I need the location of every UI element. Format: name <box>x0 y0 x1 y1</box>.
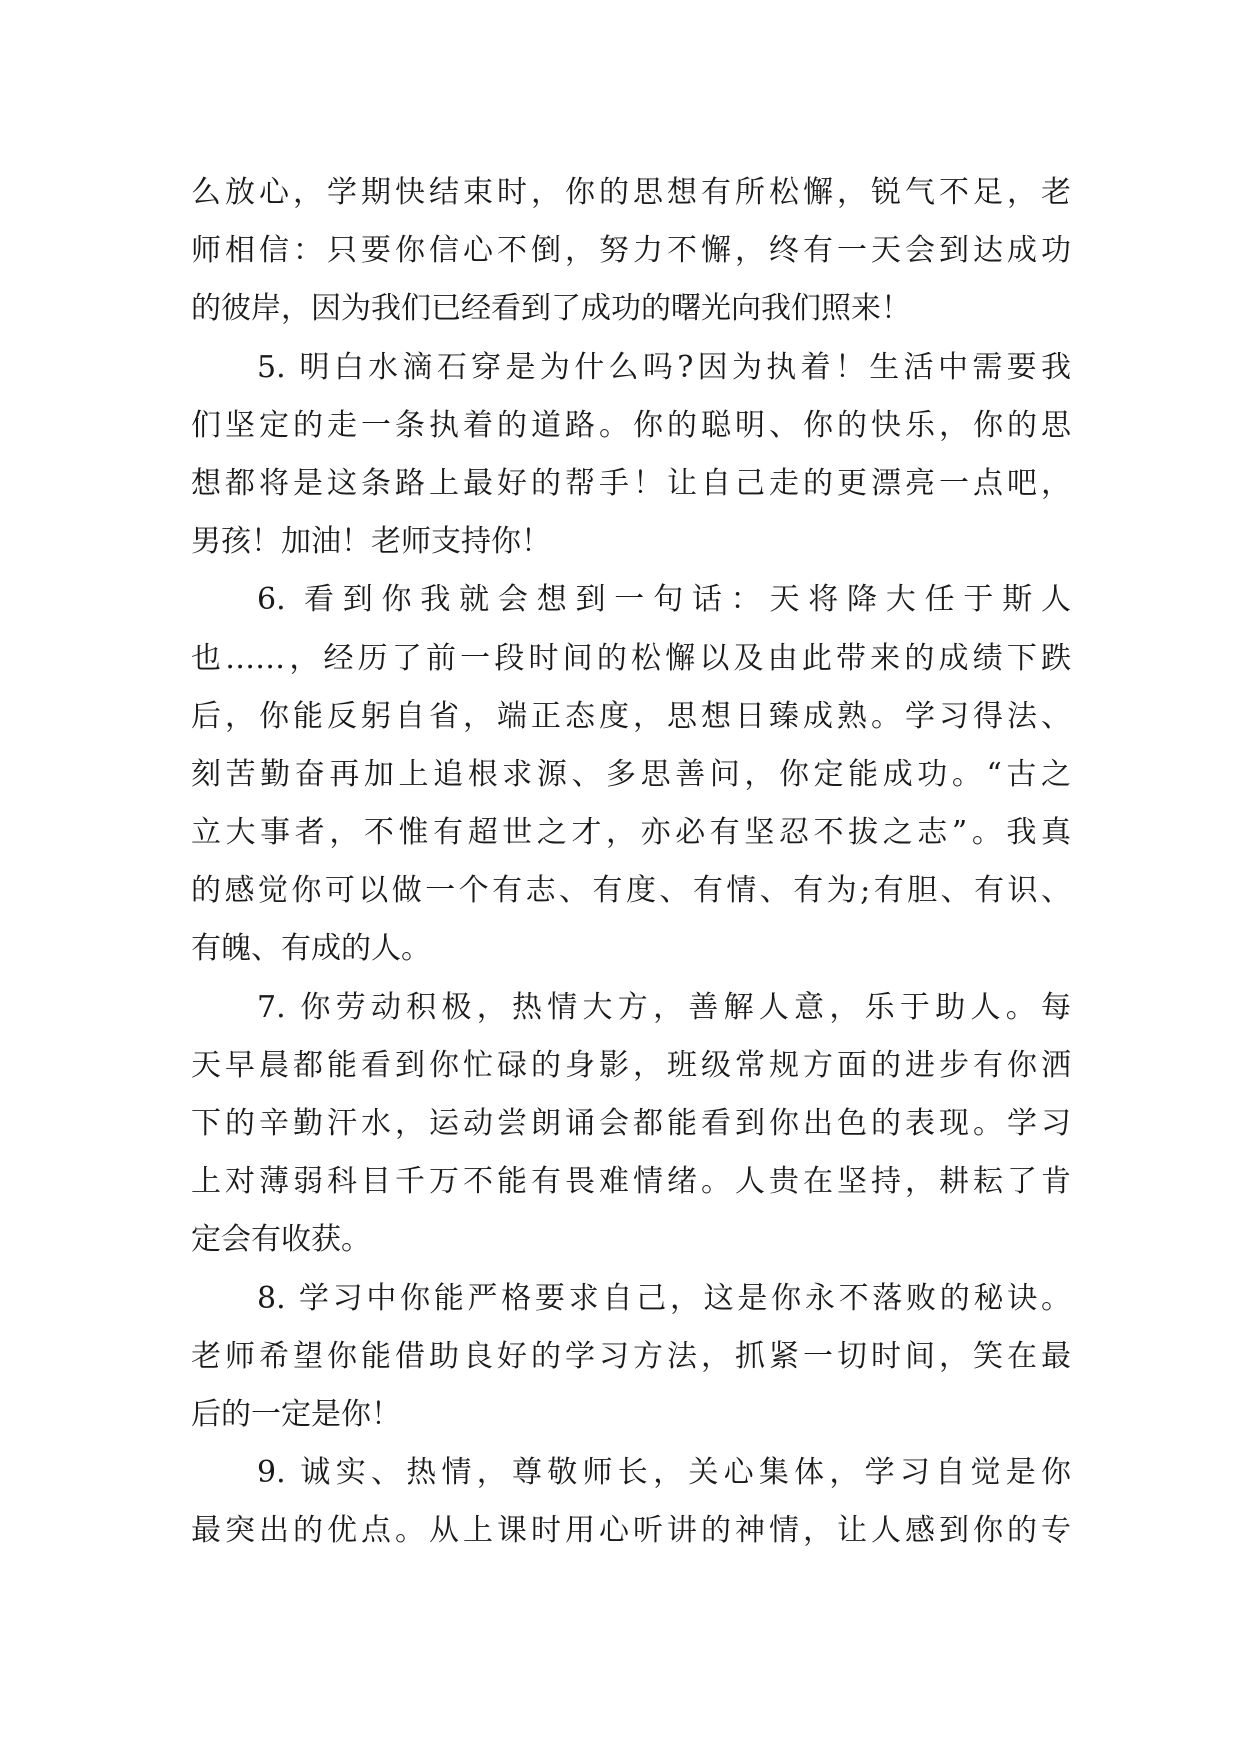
text-line: 后，你能反躬自省，端正态度，思想日臻成熟。学习得法、 <box>191 698 1071 734</box>
paragraph-start-5: 5. 明白水滴石穿是为什么吗?因为执着！生活中需要我 <box>257 349 1071 385</box>
text-line: 天早晨都能看到你忙碌的身影，班级常规方面的进步有你洒 <box>191 1047 1071 1083</box>
paragraph-start-7: 7. 你劳动积极，热情大方，善解人意，乐于助人。每 <box>257 989 1071 1025</box>
document-body <box>191 164 1071 1561</box>
text-line: 男孩！加油！老师支持你！ <box>191 524 551 560</box>
text-line: 老师希望你能借助良好的学习方法，抓紧一切时间，笑在最 <box>191 1338 1071 1374</box>
text-line: 最突出的优点。从上课时用心听讲的神情，让人感到你的专 <box>191 1513 1071 1549</box>
paragraph-start-8: 8. 学习中你能严格要求自己，这是你永不落败的秘诀。 <box>257 1280 1071 1316</box>
paragraph-start-6: 6. 看到你我就会想到一句话：天将降大任于斯人 <box>257 582 1071 618</box>
text-line: 上对薄弱科目千万不能有畏难情绪。人贵在坚持，耕耘了肯 <box>191 1164 1071 1200</box>
text-line: 们坚定的走一条执着的道路。你的聪明、你的快乐，你的思 <box>191 407 1071 443</box>
text-line: 有魄、有成的人。 <box>191 931 431 967</box>
text-line: 师相信：只要你信心不倒，努力不懈，终有一天会到达成功 <box>191 233 1071 269</box>
text-line: 下的辛勤汗水，运动尝朗诵会都能看到你出色的表现。学习 <box>191 1106 1071 1141</box>
text-line: 后的一定是你！ <box>191 1396 401 1432</box>
text-line: 定会有收获。 <box>191 1222 371 1258</box>
text-line: 的彼岸，因为我们已经看到了成功的曙光向我们照来！ <box>191 291 911 327</box>
text-line: 么放心，学期快结束时，你的思想有所松懈，锐气不足，老 <box>191 175 1071 210</box>
text-line: 的感觉你可以做一个有志、有度、有情、有为;有胆、有识、 <box>191 873 1071 909</box>
paragraph-start-9: 9. 诚实、热情，尊敬师长，关心集体，学习自觉是你 <box>257 1455 1071 1491</box>
text-line: 也……，经历了前一段时间的松懈以及由此带来的成绩下跌 <box>191 640 1071 676</box>
text-line: 立大事者，不惟有超世之才，亦必有坚忍不拔之志”。我真 <box>191 815 1071 851</box>
text-line: 想都将是这条路上最好的帮手！让自己走的更漂亮一点吧， <box>191 465 1071 501</box>
text-line: 刻苦勤奋再加上追根求源、多思善问，你定能成功。“古之 <box>191 756 1071 792</box>
